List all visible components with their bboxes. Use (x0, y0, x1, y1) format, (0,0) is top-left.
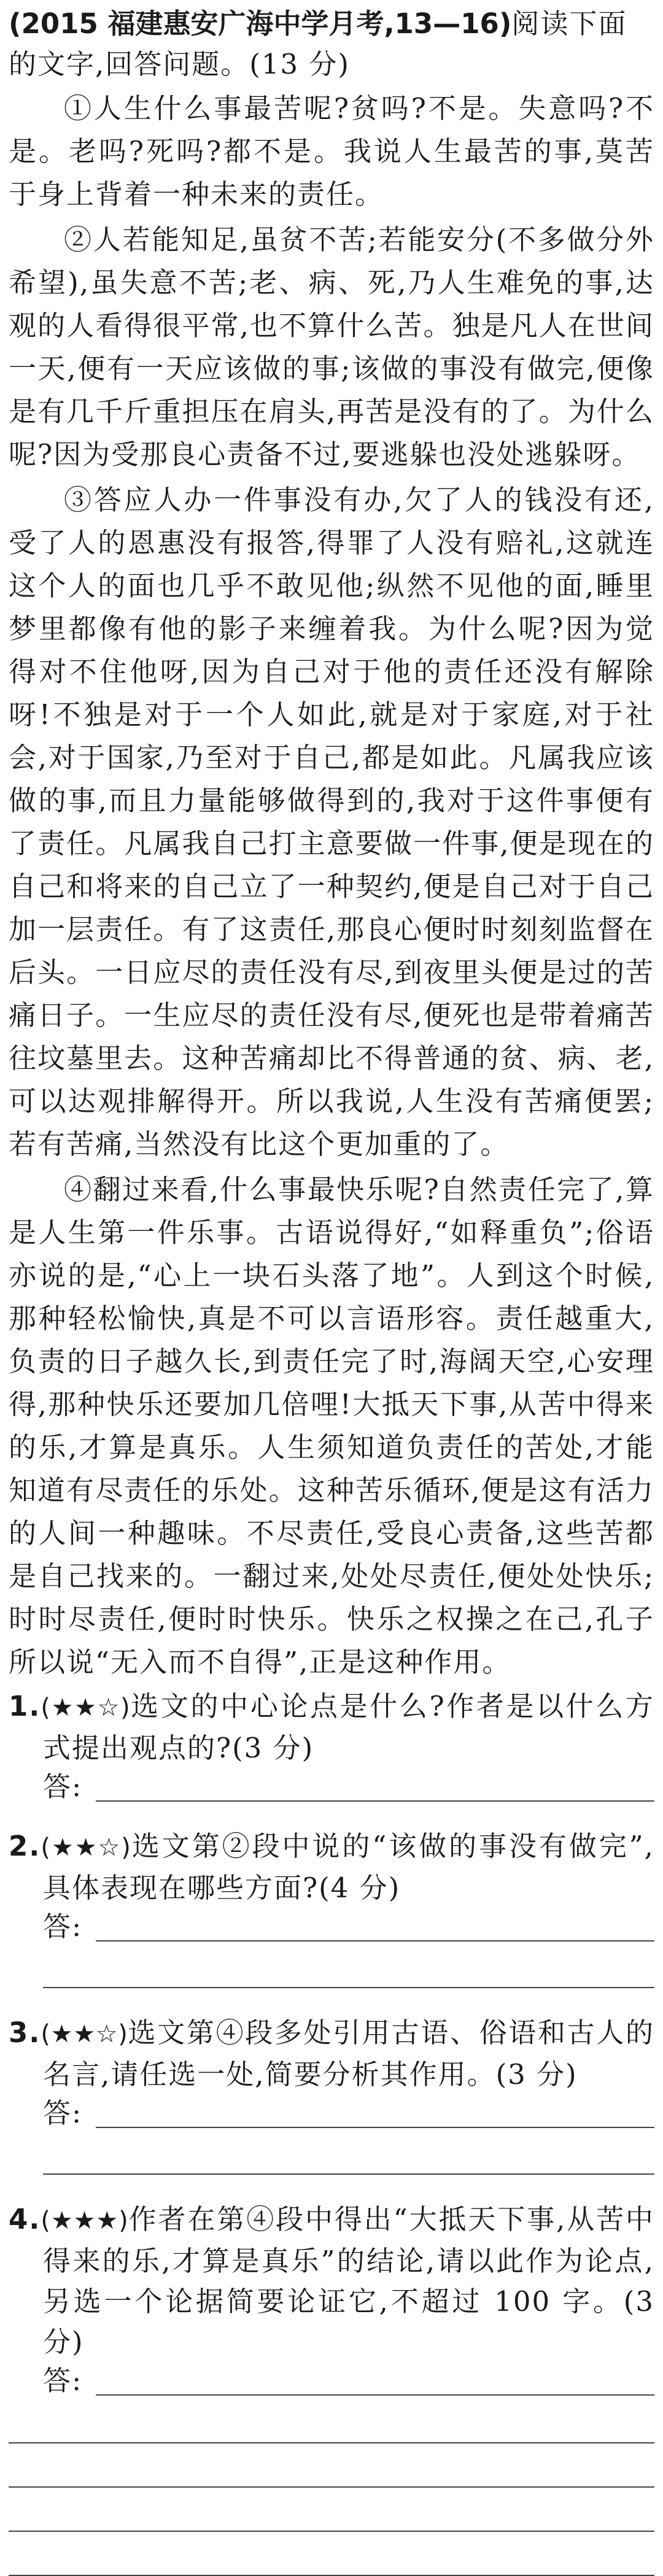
answer-label: 答: (43, 1770, 83, 1803)
paragraph-3: ③答应人办一件事没有办,欠了人的钱没有还,受了人的恩惠没有报答,得罪了人没有赔礼,这就连这个人的面也几乎不敢见他;纵然不见他的面,睡里梦里都像有他的影子来缠着我。为什么呢?因为觉得对不住他呀,因为自己对于他的责任还没有解除呀!不独是对于一个人如此,就是对于家庭,对于社会,对于国家,乃至对于自己,都是如此。凡属我应该做的事,而且力量能够做得到的,我对于这件事便有了责任。凡属我自己打主意要做一件事,便是现在的自己和将来的自己立了一种契约,便是自己对于自己加一层责任。有了这责任,那良心便时时刻刻监督在后头。一日应尽的责任没有尽,到夜里头便是过的苦痛日子。一生应尽的责任没有尽,便死也是带着痛苦往坟墓里去。这种苦痛却比不得普通的贫、病、老,可以达观排解得开。所以我说,人生没有苦痛便罢;若有苦痛,当然没有比这个更加重的了。 (9, 484, 654, 1160)
question-text: 选文第④段多处引用古语、俗语和古人的名言,请任选一处,简要分析其作用。(3 分) (43, 2016, 654, 2091)
answer-label: 答: (43, 2364, 83, 2397)
question-2-prompt (9, 1826, 654, 1908)
answer-label: 答: (43, 2097, 83, 2129)
question-text: 作者在第④段中得出“大抵天下事,从苦中得来的乐,才算是真乐”的结论,请以此作为论点,另选一个论据简要论证它,不超过 100 字。(3 分) (43, 2203, 654, 2358)
question-1 (9, 1686, 654, 1826)
question-2 (9, 1826, 654, 2013)
question-number: 4. (9, 2203, 41, 2235)
answer-line-extra[interactable] (9, 2443, 654, 2488)
question-3 (9, 2013, 654, 2199)
answer-area-1[interactable] (43, 1768, 654, 1805)
answer-line (96, 2394, 654, 2396)
source-label: (2015 福建惠安广海中学月考,13—16) (9, 7, 512, 40)
instruction-text: 阅读下面的文字,回答问题。(13 分) (9, 7, 627, 80)
paragraph-4: ④翻过来看,什么事最快乐呢?自然责任完了,算是人生第一件乐事。古语说得好,“如释重负”;俗语亦说的是,“心上一块石头落了地”。人到这个时候,那种轻松愉快,真是不可以言语形容。责任越重大,负责的日子越久长,到责任完了时,海阔天空,心安理得,那种快乐还要加几倍哩!大抵天下事,从苦中得来的乐,才算是真乐。人生须知道负责任的苦处,才能知道有尽责任的乐处。这种苦乐循环,便是这有活力的人间一种趣味。不尽责任,受良心责备,这些苦都是自己找来的。一翻过来,处处尽责任,便处处快乐;时时尽责任,便时时快乐。快乐之权操之在己,孔子所以说“无入而不自得”,正是这种作用。 (9, 1173, 654, 1678)
question-text: 选文第②段中说的“该做的事没有做完”,具体表现在哪些方面?(4 分) (43, 1830, 654, 1904)
answer-line (96, 1940, 654, 1942)
answer-line (96, 1800, 654, 1802)
answer-line-extra[interactable] (9, 2399, 654, 2443)
difficulty-stars: (★★☆) (41, 2020, 128, 2048)
difficulty-stars: (★★☆) (41, 1694, 130, 1722)
answer-label: 答: (43, 1910, 83, 1943)
question-number: 3. (9, 2016, 41, 2049)
answer-line-extra[interactable] (9, 2532, 654, 2576)
answer-line-extra[interactable] (9, 2488, 654, 2532)
question-list (9, 1686, 654, 2576)
question-4 (9, 2199, 654, 2576)
paragraph-1: ①人生什么事最苦呢?贫吗?不是。失意吗?不是。老吗?死吗?都不是。我说人生最苦的事,莫苦于身上背着一种未来的责任。 (9, 92, 654, 210)
answer-line (96, 2127, 654, 2128)
question-number: 1. (9, 1690, 41, 1722)
difficulty-stars: (★★☆) (41, 1834, 131, 1862)
difficulty-stars: (★★★) (41, 2207, 128, 2235)
answer-area-3[interactable] (43, 2095, 654, 2132)
question-number: 2. (9, 1830, 41, 1862)
reading-intro (9, 4, 654, 85)
question-4-prompt (9, 2199, 654, 2362)
question-3-prompt (9, 2013, 654, 2095)
answer-area-2[interactable] (43, 1908, 654, 1945)
answer-line-extra[interactable] (43, 2132, 654, 2175)
question-text: 选文的中心论点是什么?作者是以什么方式提出观点的?(3 分) (43, 1690, 654, 1764)
answer-line-extra[interactable] (43, 1945, 654, 1988)
answer-area-4[interactable] (43, 2362, 654, 2399)
question-1-prompt (9, 1686, 654, 1768)
paragraph-2: ②人若能知足,虽贫不苦;若能安分(不多做分外希望),虽失意不苦;老、病、死,乃人生难免的事,达观的人看得很平常,也不算什么苦。独是凡人在世间一天,便有一天应该做的事;该做的事没有做完,便像是有几千斤重担压在肩头,再苦是没有的了。为什么呢?因为受那良心责备不过,要逃躲也没处逃躲呀。 (9, 223, 654, 471)
